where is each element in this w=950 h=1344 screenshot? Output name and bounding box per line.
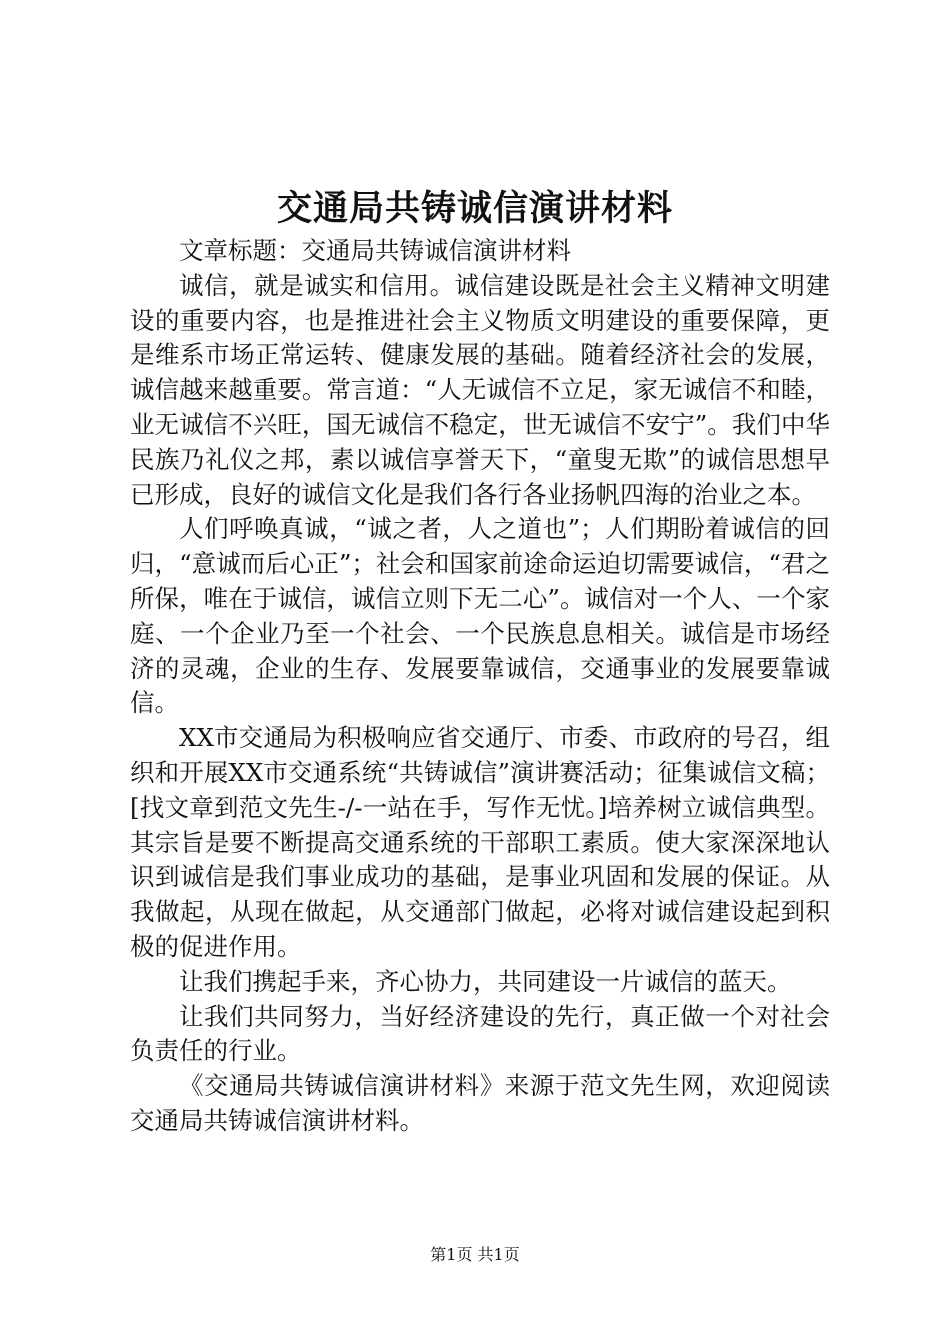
paragraph-transport-bureau-campaign: XX市交通局为积极响应省交通厅、市委、市政府的号召，组织和开展XX市交通系统“共铸诚信”演讲赛活动；征集诚信文稿；[找文章到范文先生-/-一站在手，写作无忧。]培养树立诚信典型。其宗旨是要不断提高交通系统的干部职工素质。使大家深深地认识到诚信是我们事业成功的基础，是事业巩固和发展的保证。从我做起，从现在做起，从交通部门做起，必将对诚信建设起到积极的促进作用。: [130, 723, 830, 961]
paragraph-source-note: 《交通局共铸诚信演讲材料》来源于范文先生网，欢迎阅读交通局共铸诚信演讲材料。: [130, 1071, 830, 1135]
paragraph-integrity-definition: 诚信，就是诚实和信用。诚信建设既是社会主义精神文明建设的重要内容，也是推进社会主义物质文明建设的重要保障，更是维系市场正常运转、健康发展的基础。随着经济社会的发展，诚信越来越重要。常言道：“人无诚信不立足，家无诚信不和睦，业无诚信不兴旺，国无诚信不稳定，世无诚信不安宁”。我们中华民族乃礼仪之邦，素以诚信享誉天下，“童叟无欺”的诚信思想早已形成，良好的诚信文化是我们各行各业扬帆四海的治业之本。: [130, 270, 830, 509]
paragraph-article-title: 文章标题：交通局共铸诚信演讲材料: [179, 236, 571, 265]
page-number-footer: 第1页 共1页: [430, 1245, 520, 1264]
paragraph-calling-for-sincerity: 人们呼唤真诚，“诚之者，人之道也”；人们期盼着诚信的回归，“意诚而后心正”；社会和国家前途命运迫切需要诚信，“君之所保，唯在于诚信，诚信立则下无二心”。诚信对一个人、一个家庭、一个企业乃至一个社会、一个民族息息相关。诚信是市场经济的灵魂，企业的生存、发展要靠诚信，交通事业的发展要靠诚信。: [130, 514, 830, 718]
document-body: [130, 234, 830, 1139]
paragraph-join-hands: 让我们携起手来，齐心协力，共同建设一片诚信的蓝天。: [179, 966, 792, 996]
document-title: 交通局共铸诚信演讲材料: [276, 188, 673, 229]
paragraph-work-together: 让我们共同努力，当好经济建设的先行，真正做一个对社会负责任的行业。: [130, 1001, 830, 1066]
